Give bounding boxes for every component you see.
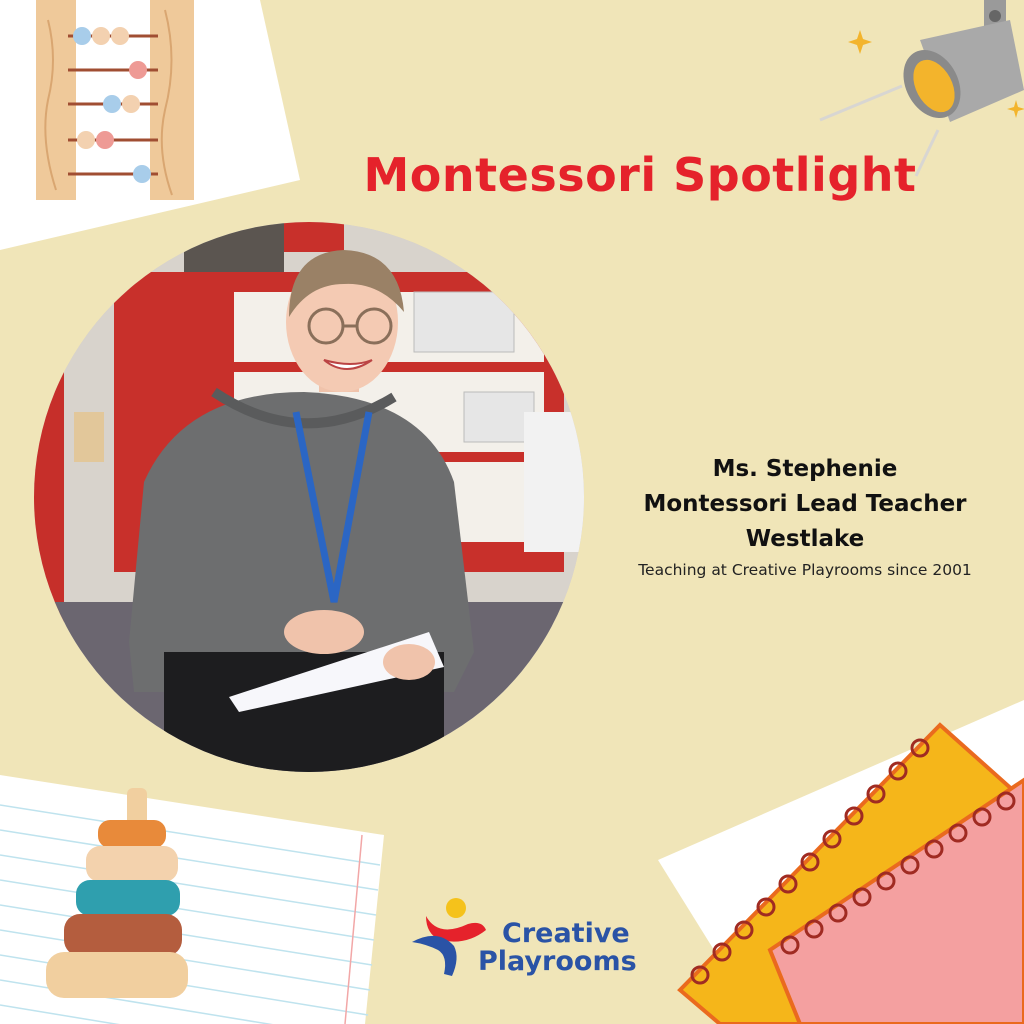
abacus-illustration (0, 0, 300, 250)
teacher-location: Westlake (745, 526, 865, 552)
teacher-role: Montessori Lead Teacher (643, 491, 967, 517)
teacher-name: Ms. Stephenie (712, 456, 898, 482)
notebooks-illustration (658, 700, 1024, 1024)
creative-playrooms-logo (408, 894, 648, 984)
page-title: Montessori Spotlight (363, 148, 917, 202)
teacher-info (600, 452, 1010, 579)
teacher-tenure: Teaching at Creative Playrooms since 2001 (638, 561, 972, 579)
logo-text-creative: Creative (502, 918, 630, 949)
logo-text-playrooms: Playrooms (478, 946, 637, 977)
logo-mark-icon (408, 894, 488, 984)
teacher-photo (34, 222, 584, 772)
stacking-rings-toy (0, 775, 384, 1024)
